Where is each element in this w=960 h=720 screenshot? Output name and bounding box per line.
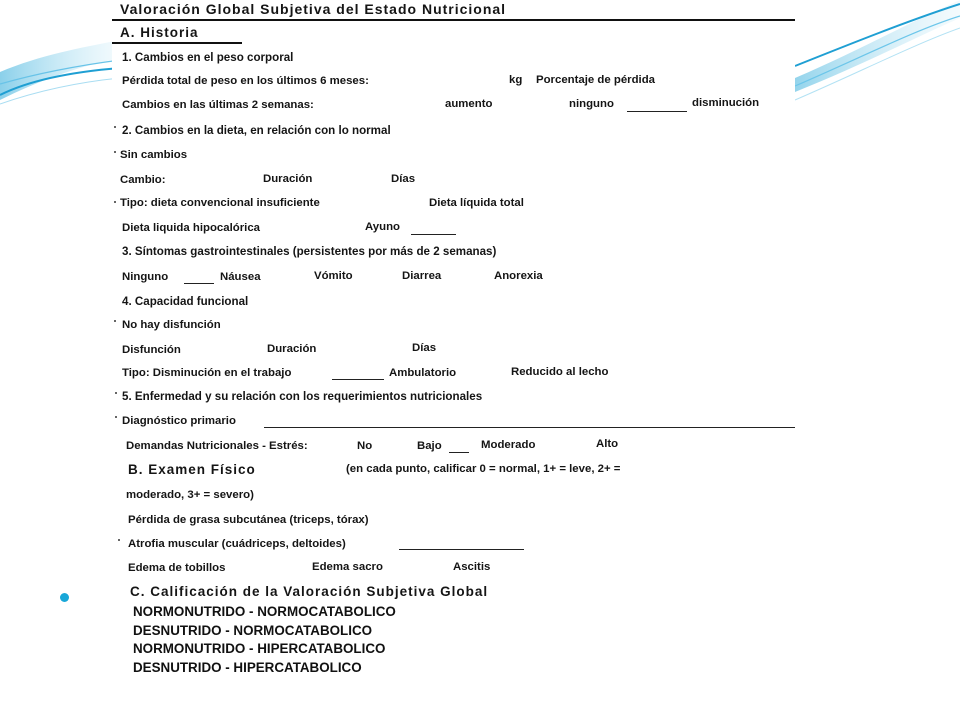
bedridden-option: Reducido al lecho	[511, 366, 609, 378]
gi-ninguno: Ninguno	[122, 271, 169, 283]
last-two-weeks-label: Cambios en las últimas 2 semanas:	[122, 99, 314, 111]
stress-bajo-blank	[449, 451, 469, 453]
kg-label: kg	[509, 74, 523, 86]
scan-speck	[114, 151, 116, 153]
category-item: DESNUTRIDO - NORMOCATABOLICO	[133, 622, 373, 638]
section-4-heading: 4. Capacidad funcional	[122, 295, 249, 308]
primary-diagnosis-label: Diagnóstico primario	[122, 415, 236, 427]
aumento-option: aumento	[445, 98, 493, 110]
stress-alto-option: Alto	[596, 438, 619, 450]
weight-loss-total-label: Pérdida total de peso en los últimos 6 meses:	[122, 75, 369, 87]
scan-speck	[115, 416, 117, 418]
cambio-label: Cambio:	[120, 174, 166, 186]
work-reduction-blank	[332, 378, 384, 380]
diet-days-label: Días	[391, 173, 416, 185]
diet-type-insufficient: Tipo: dieta convencional insuficiente	[120, 197, 320, 209]
muscle-atrophy-blank	[399, 548, 524, 550]
diet-liquid-total: Dieta líquida total	[429, 197, 524, 209]
function-days-label: Días	[412, 342, 437, 354]
category-list	[133, 603, 396, 677]
gi-ninguno-blank	[184, 282, 214, 284]
section-a-heading: A. Historia	[120, 25, 199, 40]
loss-percentage-label: Porcentaje de pérdida	[536, 74, 656, 86]
scan-speck	[114, 126, 116, 128]
sacral-edema: Edema sacro	[312, 561, 383, 573]
title-rule	[112, 19, 795, 21]
ascites: Ascitis	[453, 561, 491, 573]
ambulatorio-option: Ambulatorio	[389, 367, 457, 379]
section-b-heading: B. Examen Físico	[128, 462, 256, 477]
dysfunction-option: Disfunción	[122, 344, 181, 356]
section-2-heading: 2. Cambios en la dieta, en relación con lo normal	[122, 124, 391, 137]
section-1-heading: 1. Cambios en el peso corporal	[122, 51, 294, 64]
stress-moderado-option: Moderado	[481, 439, 536, 451]
primary-diagnosis-blank	[264, 426, 795, 428]
disminucion-option: disminución	[692, 97, 760, 109]
category-item: DESNUTRIDO - HIPERCATABOLICO	[133, 659, 362, 675]
section-b-scale-note-cont: moderado, 3+ = severo)	[126, 489, 254, 501]
muscle-atrophy: Atrofia muscular (cuádriceps, deltoides)	[128, 538, 346, 550]
ankle-edema: Edema de tobillos	[128, 562, 226, 574]
scan-speck	[118, 539, 120, 541]
gi-anorexia: Anorexia	[494, 270, 543, 282]
ayuno-blank	[411, 233, 456, 235]
section-3-heading: 3. Síntomas gastrointestinales (persistentes por más de 2 semanas)	[122, 245, 497, 258]
subcutaneous-fat-loss: Pérdida de grasa subcutánea (triceps, tórax)	[128, 514, 369, 526]
no-dysfunction-option: No hay disfunción	[122, 319, 221, 331]
nutrition-assessment-form-scan	[112, 0, 795, 600]
section-b-scale-note: (en cada punto, calificar 0 = normal, 1+ = leve, 2+ =	[346, 463, 621, 475]
scan-speck	[114, 320, 116, 322]
sin-cambios-option: Sin cambios	[120, 149, 188, 161]
ninguno-blank	[627, 110, 687, 112]
gi-vomito: Vómito	[314, 270, 353, 282]
function-type-work: Tipo: Disminución en el trabajo	[122, 367, 292, 379]
stress-demands-label: Demandas Nutricionales - Estrés:	[126, 440, 308, 452]
scan-speck	[115, 392, 117, 394]
ayuno-label: Ayuno	[365, 221, 401, 233]
section-a-rule	[112, 42, 242, 44]
scan-speck	[114, 201, 116, 203]
diet-duration-label: Duración	[263, 173, 313, 185]
stress-no-option: No	[357, 440, 373, 452]
form-title: Valoración Global Subjetiva del Estado Nutricional	[120, 1, 507, 17]
diet-liquid-hypocaloric: Dieta liquida hipocalórica	[122, 222, 260, 234]
gi-diarrea: Diarrea	[402, 270, 442, 282]
section-5-heading: 5. Enfermedad y su relación con los requerimientos nutricionales	[122, 390, 483, 403]
section-c-heading: C. Calificación de la Valoración Subjetiva Global	[130, 584, 489, 599]
category-item: NORMONUTRIDO - HIPERCATABOLICO	[133, 641, 386, 656]
category-item: NORMONUTRIDO - NORMOCATABOLICO	[133, 604, 396, 619]
stress-bajo-option: Bajo	[417, 440, 442, 452]
bullet-dot	[60, 593, 69, 602]
gi-nausea: Náusea	[220, 271, 261, 283]
ninguno-option: ninguno	[569, 98, 614, 110]
function-duration-label: Duración	[267, 343, 317, 355]
